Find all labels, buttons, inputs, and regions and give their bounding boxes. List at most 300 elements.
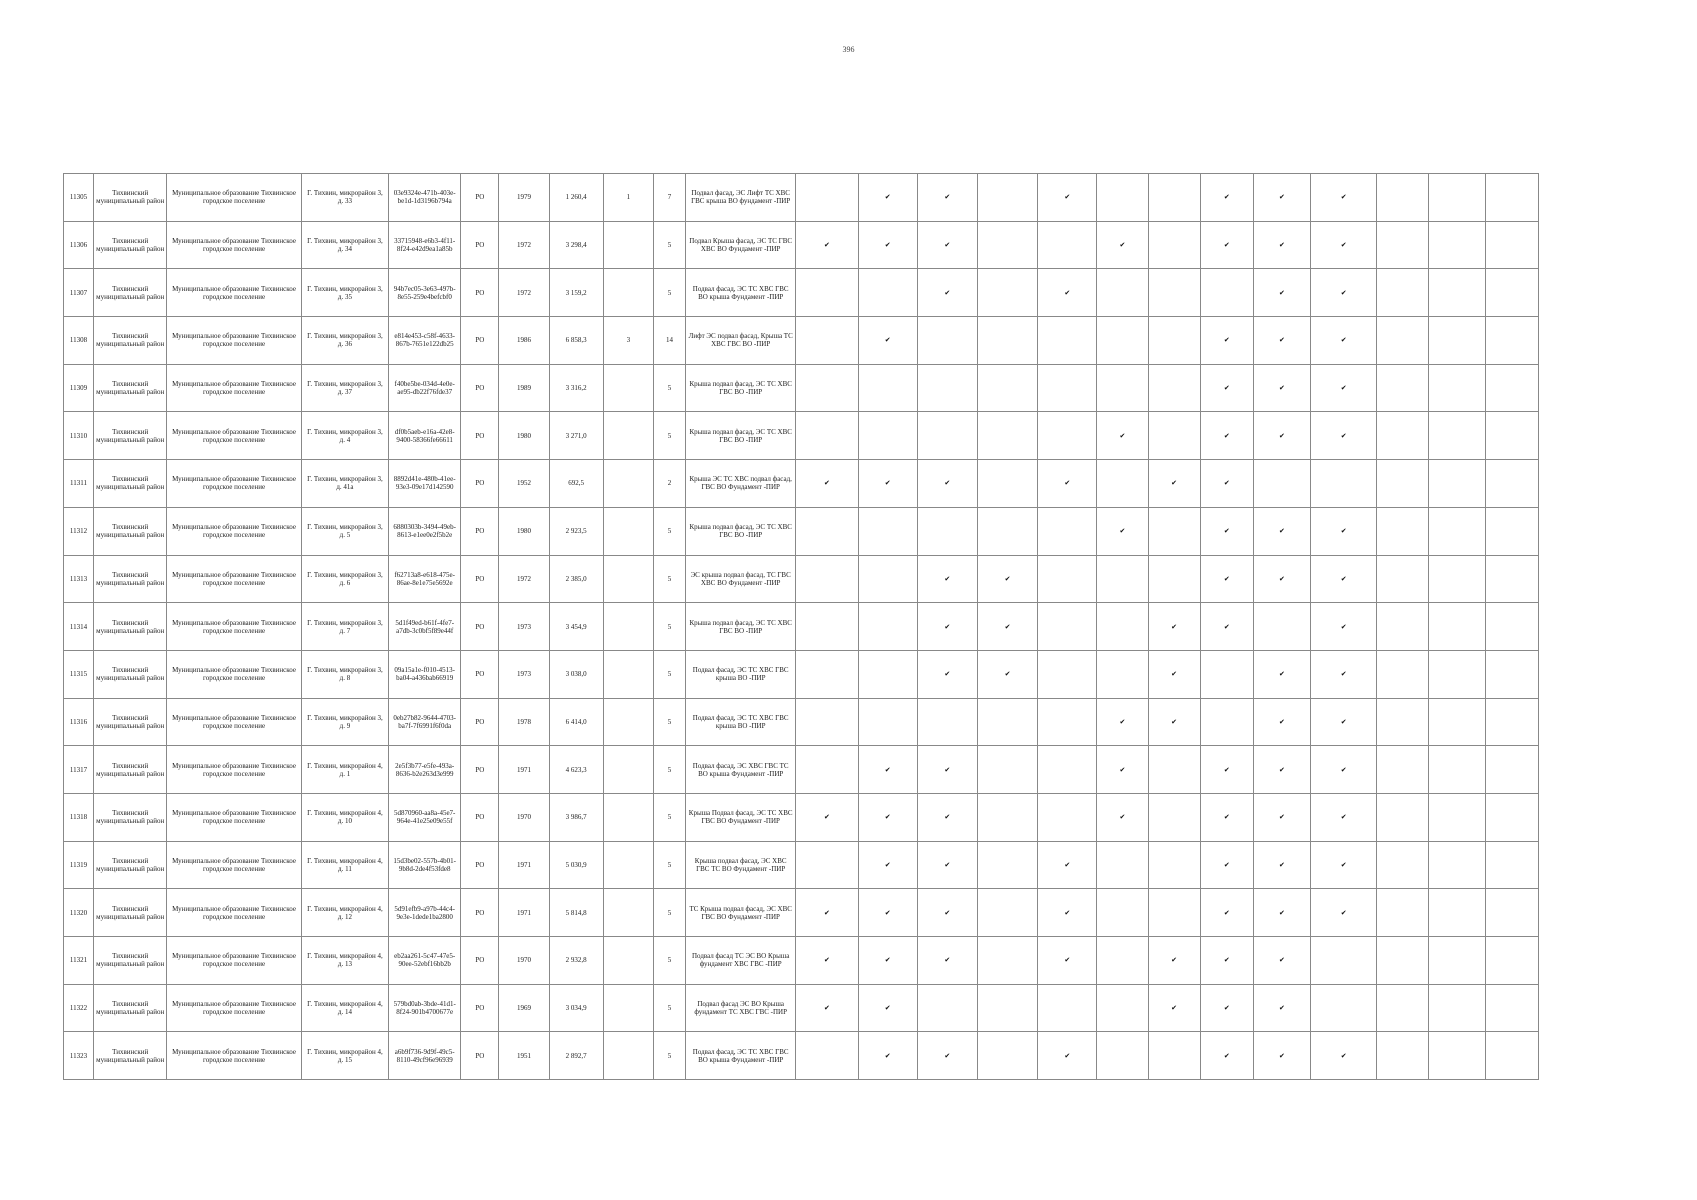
entrances-cell xyxy=(603,698,653,746)
checkmark-icon: ✔ xyxy=(944,670,951,679)
area-cell: 5 030,9 xyxy=(549,841,603,889)
check-cell xyxy=(1097,174,1148,222)
floors-cell: 2 xyxy=(653,460,685,508)
checkmark-icon: ✔ xyxy=(1004,574,1011,583)
check-cell xyxy=(1038,269,1097,317)
table-row xyxy=(64,507,1539,555)
table-row xyxy=(64,603,1539,651)
check-cell xyxy=(1097,937,1148,985)
check-cell xyxy=(858,364,917,412)
table-row xyxy=(64,317,1539,365)
checkmark-icon: ✔ xyxy=(1064,908,1071,917)
checkmark-icon: ✔ xyxy=(1223,193,1230,202)
check-cell xyxy=(1200,364,1253,412)
checkmark-icon: ✔ xyxy=(1279,431,1285,440)
entrances-cell: 1 xyxy=(603,174,653,222)
check-cell xyxy=(1377,412,1429,460)
check-cell xyxy=(1429,460,1485,508)
check-cell xyxy=(1485,317,1538,365)
floors-cell: 5 xyxy=(653,364,685,412)
check-cell xyxy=(1200,603,1253,651)
checkmark-icon: ✔ xyxy=(1340,908,1347,917)
check-cell xyxy=(917,221,977,269)
check-cell xyxy=(1429,984,1485,1032)
check-cell xyxy=(858,555,917,603)
municipality-cell: Муниципальное образование Тихвинское городское поселение xyxy=(167,603,301,651)
area-cell: 3 034,9 xyxy=(549,984,603,1032)
check-cell xyxy=(1097,317,1148,365)
check-cell xyxy=(1377,460,1429,508)
district-cell: Тихвинский муниципальный район xyxy=(94,174,167,222)
checkmark-icon: ✔ xyxy=(1004,670,1011,679)
checkmark-icon: ✔ xyxy=(884,860,891,869)
check-cell xyxy=(1311,364,1377,412)
check-cell xyxy=(1200,937,1253,985)
municipality-cell: Муниципальное образование Тихвинское городское поселение xyxy=(167,364,301,412)
check-cell xyxy=(1038,507,1097,555)
checkmark-icon: ✔ xyxy=(944,288,951,297)
check-cell xyxy=(1253,889,1310,937)
works-cell: Крыша подвал фасад, ЭС ТС ХВС ГВС ВО -ПИР xyxy=(686,412,796,460)
check-cell xyxy=(1253,460,1310,508)
address-cell: Г. Тихвин, микрорайон 4, д. 12 xyxy=(301,889,388,937)
address-cell: Г. Тихвин, микрорайон 4, д. 14 xyxy=(301,984,388,1032)
checkmark-icon: ✔ xyxy=(944,956,951,965)
checkmark-icon: ✔ xyxy=(1279,1051,1285,1060)
district-cell: Тихвинский муниципальный район xyxy=(94,555,167,603)
check-cell xyxy=(1377,269,1429,317)
table-row xyxy=(64,364,1539,412)
municipality-cell: Муниципальное образование Тихвинское городское поселение xyxy=(167,269,301,317)
entrances-cell xyxy=(603,269,653,317)
guid-cell: 94b7ec05-3e63-497b-8e55-259e4befcbf0 xyxy=(389,269,461,317)
build-year-cell: 1971 xyxy=(499,746,549,794)
checkmark-icon: ✔ xyxy=(1171,956,1178,965)
check-cell xyxy=(1148,269,1200,317)
check-cell xyxy=(1485,603,1538,651)
check-cell xyxy=(917,937,977,985)
check-cell xyxy=(917,650,977,698)
floors-cell: 5 xyxy=(653,1032,685,1080)
build-year-cell: 1973 xyxy=(499,650,549,698)
floors-cell: 5 xyxy=(653,221,685,269)
works-cell: Подвал фасад, ЭС ТС ХВС ГВС крыша ВО -ПИР xyxy=(686,650,796,698)
area-cell: 3 159,2 xyxy=(549,269,603,317)
fund-type-cell: РО xyxy=(461,746,499,794)
check-cell xyxy=(1311,269,1377,317)
checkmark-icon: ✔ xyxy=(884,813,891,822)
checkmark-icon: ✔ xyxy=(1340,1051,1347,1060)
build-year-cell: 1973 xyxy=(499,603,549,651)
check-cell xyxy=(1200,460,1253,508)
municipality-cell: Муниципальное образование Тихвинское городское поселение xyxy=(167,221,301,269)
build-year-cell: 1970 xyxy=(499,937,549,985)
checkmark-icon: ✔ xyxy=(1340,527,1347,536)
check-cell xyxy=(1377,841,1429,889)
row-id-cell: 11312 xyxy=(64,507,94,555)
entrances-cell xyxy=(603,889,653,937)
check-cell xyxy=(917,460,977,508)
checkmark-icon: ✔ xyxy=(944,908,951,917)
municipality-cell: Муниципальное образование Тихвинское городское поселение xyxy=(167,984,301,1032)
check-cell xyxy=(1253,412,1310,460)
address-cell: Г. Тихвин, микрорайон 4, д. 1 xyxy=(301,746,388,794)
area-cell: 2 923,5 xyxy=(549,507,603,555)
municipality-cell: Муниципальное образование Тихвинское городское поселение xyxy=(167,841,301,889)
checkmark-icon: ✔ xyxy=(1279,288,1285,297)
address-cell: Г. Тихвин, микрорайон 4, д. 10 xyxy=(301,793,388,841)
table-row xyxy=(64,984,1539,1032)
guid-cell: 8892d41e-480b-41ee-93e3-09e17d142590 xyxy=(389,460,461,508)
check-cell xyxy=(1429,650,1485,698)
checkmark-icon: ✔ xyxy=(884,956,891,965)
district-cell: Тихвинский муниципальный район xyxy=(94,603,167,651)
check-cell xyxy=(1429,841,1485,889)
check-cell xyxy=(1377,1032,1429,1080)
check-cell xyxy=(1200,1032,1253,1080)
district-cell: Тихвинский муниципальный район xyxy=(94,650,167,698)
check-cell xyxy=(1311,746,1377,794)
check-cell xyxy=(1485,746,1538,794)
check-cell xyxy=(1148,174,1200,222)
check-cell xyxy=(1038,793,1097,841)
table-row xyxy=(64,650,1539,698)
checkmark-icon: ✔ xyxy=(1223,956,1230,965)
check-cell xyxy=(1253,937,1310,985)
check-cell xyxy=(977,507,1037,555)
row-id-cell: 11311 xyxy=(64,460,94,508)
check-cell xyxy=(1485,507,1538,555)
row-id-cell: 11310 xyxy=(64,412,94,460)
checkmark-icon: ✔ xyxy=(1064,479,1071,488)
guid-cell: 5d1f49ed-b61f-4fe7-a7db-3c0bf5f89e44f xyxy=(389,603,461,651)
guid-cell: 2e5f3b77-e5fe-493a-8636-b2e263d3e999 xyxy=(389,746,461,794)
build-year-cell: 1970 xyxy=(499,793,549,841)
guid-cell: f40be5be-034d-4e0e-ae95-db22f76fde37 xyxy=(389,364,461,412)
checkmark-icon: ✔ xyxy=(884,1004,891,1013)
check-cell xyxy=(917,507,977,555)
municipality-cell: Муниципальное образование Тихвинское городское поселение xyxy=(167,650,301,698)
check-cell xyxy=(796,221,858,269)
check-cell xyxy=(1200,841,1253,889)
works-cell: Крыша ЭС ТС ХВС подвал фасад, ГВС ВО Фундамент -ПИР xyxy=(686,460,796,508)
checkmark-icon: ✔ xyxy=(1064,1051,1071,1060)
checkmark-icon: ✔ xyxy=(1171,479,1178,488)
guid-cell: 15d3be02-557b-4b01-9b8d-2de4f53fde8 xyxy=(389,841,461,889)
table-row xyxy=(64,793,1539,841)
guid-cell: 6880303b-3494-49eb-8613-e1ee0e2f5b2e xyxy=(389,507,461,555)
check-cell xyxy=(1038,460,1097,508)
checkmark-icon: ✔ xyxy=(1171,1004,1178,1013)
guid-cell: df0b5aeb-e16a-42e8-9400-58366fe66611 xyxy=(389,412,461,460)
check-cell xyxy=(1200,269,1253,317)
checkmark-icon: ✔ xyxy=(824,479,830,488)
check-cell xyxy=(1429,507,1485,555)
check-cell xyxy=(1485,412,1538,460)
check-cell xyxy=(1038,364,1097,412)
check-cell xyxy=(796,460,858,508)
check-cell xyxy=(1429,317,1485,365)
district-cell: Тихвинский муниципальный район xyxy=(94,841,167,889)
check-cell xyxy=(1038,746,1097,794)
check-cell xyxy=(1038,984,1097,1032)
address-cell: Г. Тихвин, микрорайон 4, д. 15 xyxy=(301,1032,388,1080)
checkmark-icon: ✔ xyxy=(1340,384,1347,393)
address-cell: Г. Тихвин, микрорайон 4, д. 11 xyxy=(301,841,388,889)
check-cell xyxy=(1311,1032,1377,1080)
checkmark-icon: ✔ xyxy=(1279,765,1285,774)
works-cell: Подвал фасад, ЭС Лифт ТС ХВС ГВС крыша ВО фундамент -ПИР xyxy=(686,174,796,222)
row-id-cell: 11323 xyxy=(64,1032,94,1080)
check-cell xyxy=(977,221,1037,269)
check-cell xyxy=(1429,937,1485,985)
check-cell xyxy=(1429,555,1485,603)
checkmark-icon: ✔ xyxy=(1223,622,1230,631)
checkmark-icon: ✔ xyxy=(824,908,830,917)
check-cell xyxy=(1311,698,1377,746)
build-year-cell: 1979 xyxy=(499,174,549,222)
checkmark-icon: ✔ xyxy=(1340,765,1347,774)
district-cell: Тихвинский муниципальный район xyxy=(94,746,167,794)
checkmark-icon: ✔ xyxy=(1279,193,1285,202)
fund-type-cell: РО xyxy=(461,698,499,746)
check-cell xyxy=(796,603,858,651)
check-cell xyxy=(1200,793,1253,841)
row-id-cell: 11308 xyxy=(64,317,94,365)
check-cell xyxy=(1485,174,1538,222)
check-cell xyxy=(1485,1032,1538,1080)
works-cell: Лифт ЭС подвал фасад, Крыша ТС ХВС ГВС ВО -ПИР xyxy=(686,317,796,365)
fund-type-cell: РО xyxy=(461,221,499,269)
fund-type-cell: РО xyxy=(461,603,499,651)
check-cell xyxy=(1311,793,1377,841)
floors-cell: 14 xyxy=(653,317,685,365)
checkmark-icon: ✔ xyxy=(1340,288,1347,297)
floors-cell: 5 xyxy=(653,269,685,317)
check-cell xyxy=(917,174,977,222)
area-cell: 2 385,0 xyxy=(549,555,603,603)
checkmark-icon: ✔ xyxy=(944,193,951,202)
checkmark-icon: ✔ xyxy=(1279,384,1285,393)
build-year-cell: 1951 xyxy=(499,1032,549,1080)
checkmark-icon: ✔ xyxy=(1279,241,1285,250)
build-year-cell: 1972 xyxy=(499,269,549,317)
check-cell xyxy=(1148,698,1200,746)
address-cell: Г. Тихвин, микрорайон 3, д. 5 xyxy=(301,507,388,555)
municipality-cell: Муниципальное образование Тихвинское городское поселение xyxy=(167,889,301,937)
check-cell xyxy=(1148,650,1200,698)
build-year-cell: 1952 xyxy=(499,460,549,508)
check-cell xyxy=(977,889,1037,937)
check-cell xyxy=(1311,507,1377,555)
district-cell: Тихвинский муниципальный район xyxy=(94,507,167,555)
entrances-cell xyxy=(603,364,653,412)
row-id-cell: 11306 xyxy=(64,221,94,269)
page-number: 396 xyxy=(842,45,855,54)
table-row xyxy=(64,889,1539,937)
checkmark-icon: ✔ xyxy=(824,956,830,965)
check-cell xyxy=(1200,507,1253,555)
check-cell xyxy=(1200,889,1253,937)
checkmark-icon: ✔ xyxy=(1171,717,1178,726)
checkmark-icon: ✔ xyxy=(944,622,951,631)
check-cell xyxy=(1200,698,1253,746)
build-year-cell: 1972 xyxy=(499,221,549,269)
checkmark-icon: ✔ xyxy=(1064,193,1071,202)
check-cell xyxy=(977,698,1037,746)
district-cell: Тихвинский муниципальный район xyxy=(94,937,167,985)
check-cell xyxy=(1200,650,1253,698)
check-cell xyxy=(1038,937,1097,985)
check-cell xyxy=(1311,841,1377,889)
checkmark-icon: ✔ xyxy=(1279,956,1285,965)
check-cell xyxy=(1377,555,1429,603)
entrances-cell xyxy=(603,460,653,508)
check-cell xyxy=(796,698,858,746)
table-row xyxy=(64,841,1539,889)
check-cell xyxy=(1485,650,1538,698)
check-cell xyxy=(1038,317,1097,365)
checkmark-icon: ✔ xyxy=(1223,860,1230,869)
check-cell xyxy=(1377,174,1429,222)
checkmark-icon: ✔ xyxy=(1223,336,1230,345)
check-cell xyxy=(1311,555,1377,603)
check-cell xyxy=(1311,174,1377,222)
check-cell xyxy=(1148,603,1200,651)
check-cell xyxy=(977,793,1037,841)
checkmark-icon: ✔ xyxy=(1279,860,1285,869)
build-year-cell: 1972 xyxy=(499,555,549,603)
check-cell xyxy=(977,174,1037,222)
checkmark-icon: ✔ xyxy=(1279,670,1285,679)
checkmark-icon: ✔ xyxy=(1340,336,1347,345)
municipality-cell: Муниципальное образование Тихвинское городское поселение xyxy=(167,937,301,985)
district-cell: Тихвинский муниципальный район xyxy=(94,412,167,460)
checkmark-icon: ✔ xyxy=(1223,765,1230,774)
floors-cell: 5 xyxy=(653,937,685,985)
checkmark-icon: ✔ xyxy=(884,193,891,202)
works-cell: Подвал фасад, ЭС ХВС ГВС ТС ВО крыша Фундамент -ПИР xyxy=(686,746,796,794)
check-cell xyxy=(796,364,858,412)
works-cell: Крыша подвал фасад, ЭС ТС ХВС ГВС ВО -ПИР xyxy=(686,364,796,412)
floors-cell: 5 xyxy=(653,555,685,603)
check-cell xyxy=(1377,603,1429,651)
checkmark-icon: ✔ xyxy=(944,813,951,822)
check-cell xyxy=(1311,603,1377,651)
checkmark-icon: ✔ xyxy=(1119,241,1126,250)
address-cell: Г. Тихвин, микрорайон 3, д. 6 xyxy=(301,555,388,603)
area-cell: 6 858,3 xyxy=(549,317,603,365)
checkmark-icon: ✔ xyxy=(884,765,891,774)
works-cell: Подвал фасад, ЭС ТС ХВС ГВС ВО крыша Фундамент -ПИР xyxy=(686,1032,796,1080)
check-cell xyxy=(977,412,1037,460)
check-cell xyxy=(977,555,1037,603)
checkmark-icon: ✔ xyxy=(1279,717,1285,726)
check-cell xyxy=(796,984,858,1032)
build-year-cell: 1971 xyxy=(499,889,549,937)
guid-cell: a6b9f736-9d9f-49c5-8110-49cf96e96939 xyxy=(389,1032,461,1080)
check-cell xyxy=(796,1032,858,1080)
works-cell: Подвал фасад ТС ЭС ВО Крыша фундамент ХВС ГВС -ПИР xyxy=(686,937,796,985)
checkmark-icon: ✔ xyxy=(1064,860,1071,869)
check-cell xyxy=(1253,650,1310,698)
works-cell: Крыша подвал фасад, ЭС ТС ХВС ГВС ВО -ПИР xyxy=(686,507,796,555)
check-cell xyxy=(1253,221,1310,269)
checkmark-icon: ✔ xyxy=(1223,527,1230,536)
check-cell xyxy=(977,937,1037,985)
checkmark-icon: ✔ xyxy=(1340,717,1347,726)
check-cell xyxy=(796,889,858,937)
checkmark-icon: ✔ xyxy=(1340,670,1347,679)
guid-cell: eb2aa261-5c47-47e5-90ee-52ebf16bb2b xyxy=(389,937,461,985)
guid-cell: 33715948-e6b3-4f11-8f24-e42d9ea1a85b xyxy=(389,221,461,269)
checkmark-icon: ✔ xyxy=(1119,527,1126,536)
floors-cell: 5 xyxy=(653,603,685,651)
check-cell xyxy=(1097,889,1148,937)
check-cell xyxy=(858,746,917,794)
check-cell xyxy=(1311,937,1377,985)
checkmark-icon: ✔ xyxy=(1279,527,1285,536)
municipality-cell: Муниципальное образование Тихвинское городское поселение xyxy=(167,412,301,460)
check-cell xyxy=(858,174,917,222)
entrances-cell xyxy=(603,793,653,841)
checkmark-icon: ✔ xyxy=(1340,622,1347,631)
checkmark-icon: ✔ xyxy=(884,1051,891,1060)
checkmark-icon: ✔ xyxy=(1340,813,1347,822)
check-cell xyxy=(1148,1032,1200,1080)
check-cell xyxy=(977,650,1037,698)
check-cell xyxy=(858,698,917,746)
check-cell xyxy=(1377,650,1429,698)
check-cell xyxy=(1253,793,1310,841)
registry-body xyxy=(64,174,1539,1080)
check-cell xyxy=(1200,174,1253,222)
fund-type-cell: РО xyxy=(461,174,499,222)
check-cell xyxy=(977,603,1037,651)
fund-type-cell: РО xyxy=(461,793,499,841)
check-cell xyxy=(1148,841,1200,889)
row-id-cell: 11307 xyxy=(64,269,94,317)
check-cell xyxy=(917,841,977,889)
check-cell xyxy=(977,460,1037,508)
checkmark-icon: ✔ xyxy=(884,908,891,917)
check-cell xyxy=(977,841,1037,889)
area-cell: 3 986,7 xyxy=(549,793,603,841)
fund-type-cell: РО xyxy=(461,555,499,603)
entrances-cell xyxy=(603,412,653,460)
check-cell xyxy=(917,698,977,746)
check-cell xyxy=(1485,698,1538,746)
district-cell: Тихвинский муниципальный район xyxy=(94,698,167,746)
guid-cell: 09a15a1e-f010-4513-ba04-a436bab66919 xyxy=(389,650,461,698)
check-cell xyxy=(858,841,917,889)
district-cell: Тихвинский муниципальный район xyxy=(94,984,167,1032)
address-cell: Г. Тихвин, микрорайон 4, д. 13 xyxy=(301,937,388,985)
row-id-cell: 11320 xyxy=(64,889,94,937)
fund-type-cell: РО xyxy=(461,889,499,937)
guid-cell: 03e9324e-471b-403e-be1d-1d3196b794a xyxy=(389,174,461,222)
checkmark-icon: ✔ xyxy=(1064,956,1071,965)
row-id-cell: 11313 xyxy=(64,555,94,603)
fund-type-cell: РО xyxy=(461,364,499,412)
checkmark-icon: ✔ xyxy=(884,241,891,250)
table-row xyxy=(64,269,1539,317)
address-cell: Г. Тихвин, микрорайон 3, д. 7 xyxy=(301,603,388,651)
check-cell xyxy=(1377,507,1429,555)
check-cell xyxy=(1097,698,1148,746)
guid-cell: 0eb27b82-9644-4703-ba7f-7f6991f6f0da xyxy=(389,698,461,746)
check-cell xyxy=(917,412,977,460)
